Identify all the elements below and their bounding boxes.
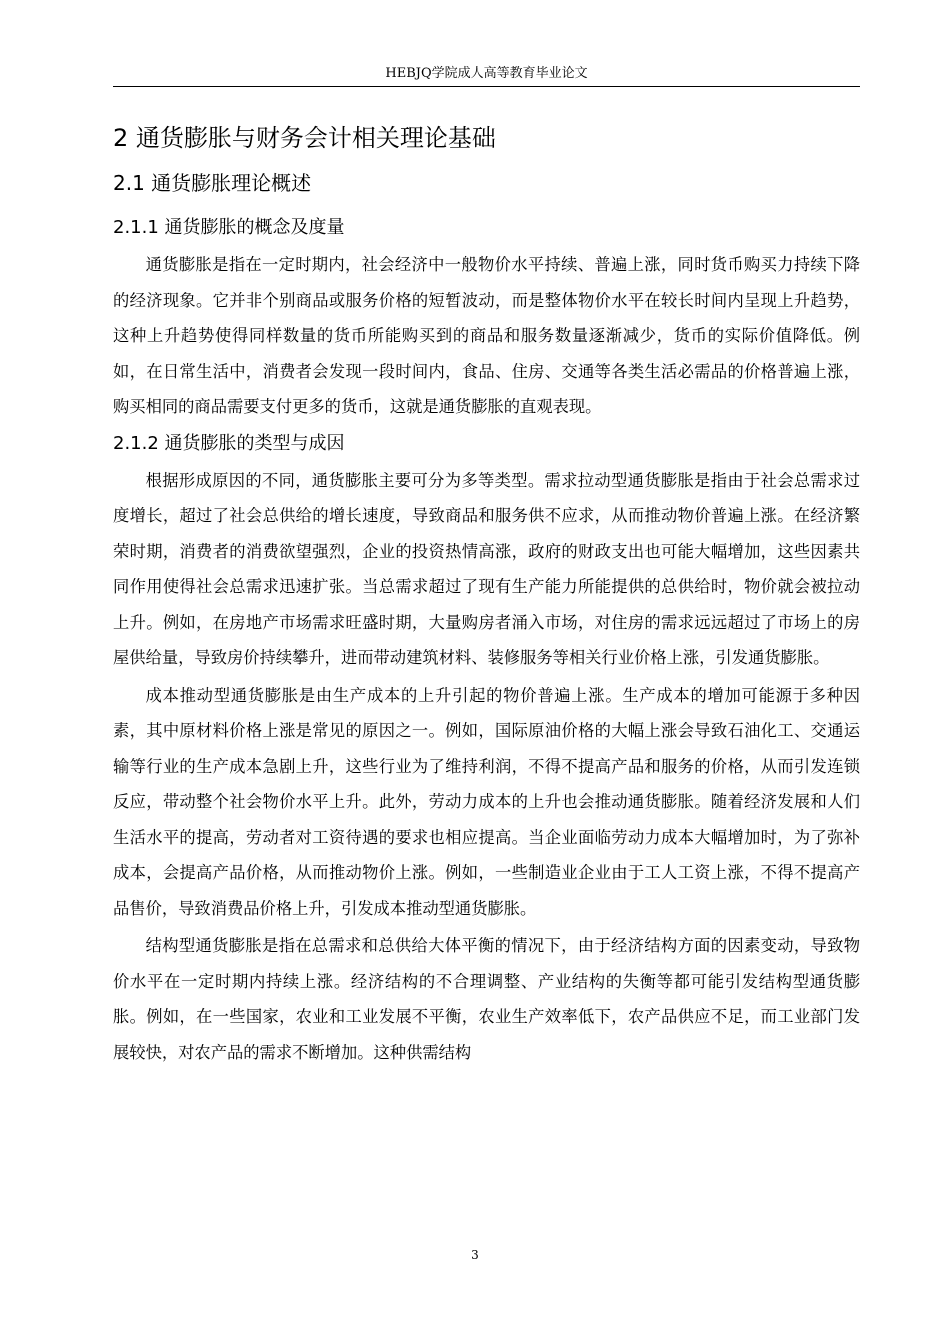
section-title-2-1-2: 2.1.2 通货膨胀的类型与成因 (113, 432, 345, 454)
paragraph-cost-push: 成本推动型通货膨胀是由生产成本的上升引起的物价普遍上涨。生产成本的增加可能源于多种因素，其中原材料价格上涨是常见的原因之一。例如，国际原油价格的大幅上涨会导致石油化工、交通运输等行业的生产成本急剧上升，这些行业为了维持利润，不得不提高产品和服务的价格，从而引发连锁反应，带动整个社会物价水平上升。此外，劳动力成本的上升也会推动通货膨胀。随着经济发展和人们生活水平的提高，劳动者对工资待遇的要求也相应提高。当企业面临劳动力成本大幅增加时，为了弥补成本，会提高产品价格，从而推动物价上涨。例如，一些制造业企业由于工人工资上涨，不得不提高产品售价，导致消费品价格上升，引发成本推动型通货膨胀。 (113, 685, 860, 918)
chapter-title: 2 通货膨胀与财务会计相关理论基础 (113, 124, 496, 152)
paragraph-inflation-concept: 通货膨胀是指在一定时期内，社会经济中一般物价水平持续、普遍上涨，同时货币购买力持续下降的经济现象。它并非个别商品或服务价格的短暂波动，而是整体物价水平在较长时间内呈现上升趋势，这种上升趋势使得同样数量的货币所能购买到的商品和服务数量逐渐减少，货币的实际价值降低。例如，在日常生活中，消费者会发现一段时间内，食品、住房、交通等各类生活必需品的价格普遍上涨，购买相同的商品需要支付更多的货币，这就是通货膨胀的直观表现。 (113, 255, 860, 416)
page-content (113, 118, 860, 1072)
section-title-2-1: 2.1 通货膨胀理论概述 (113, 171, 312, 195)
header-rule (113, 86, 860, 87)
section-title-2-1-1: 2.1.1 通货膨胀的概念及度量 (113, 217, 345, 238)
running-header: HEBJQ学院成人高等教育毕业论文 (385, 66, 588, 81)
paragraph-structural: 结构型通货膨胀是指在总需求和总供给大体平衡的情况下，由于经济结构方面的因素变动，导致物价水平在一定时期内持续上涨。经济结构的不合理调整、产业结构的失衡等都可能引发结构型通货膨胀。例如，在一些国家，农业和工业发展不平衡，农业生产效率低下，农产品供应不足，而工业部门发展较快，对农产品的需求不断增加。这种供需结构 (113, 936, 860, 1062)
page-number: 3 (471, 1248, 479, 1262)
paragraph-demand-pull: 根据形成原因的不同，通货膨胀主要可分为多等类型。需求拉动型通货膨胀是指由于社会总需求过度增长，超过了社会总供给的增长速度，导致商品和服务供不应求，从而推动物价普遍上涨。在经济繁荣时期，消费者的消费欲望强烈，企业的投资热情高涨，政府的财政支出也可能大幅增加，这些因素共同作用使得社会总需求迅速扩张。当总需求超过了现有生产能力所能提供的总供给时，物价就会被拉动上升。例如，在房地产市场需求旺盛时期，大量购房者涌入市场，对住房的需求远远超过了市场上的房屋供给量，导致房价持续攀升，进而带动建筑材料、装修服务等相关行业价格上涨，引发通货膨胀。 (113, 470, 860, 667)
